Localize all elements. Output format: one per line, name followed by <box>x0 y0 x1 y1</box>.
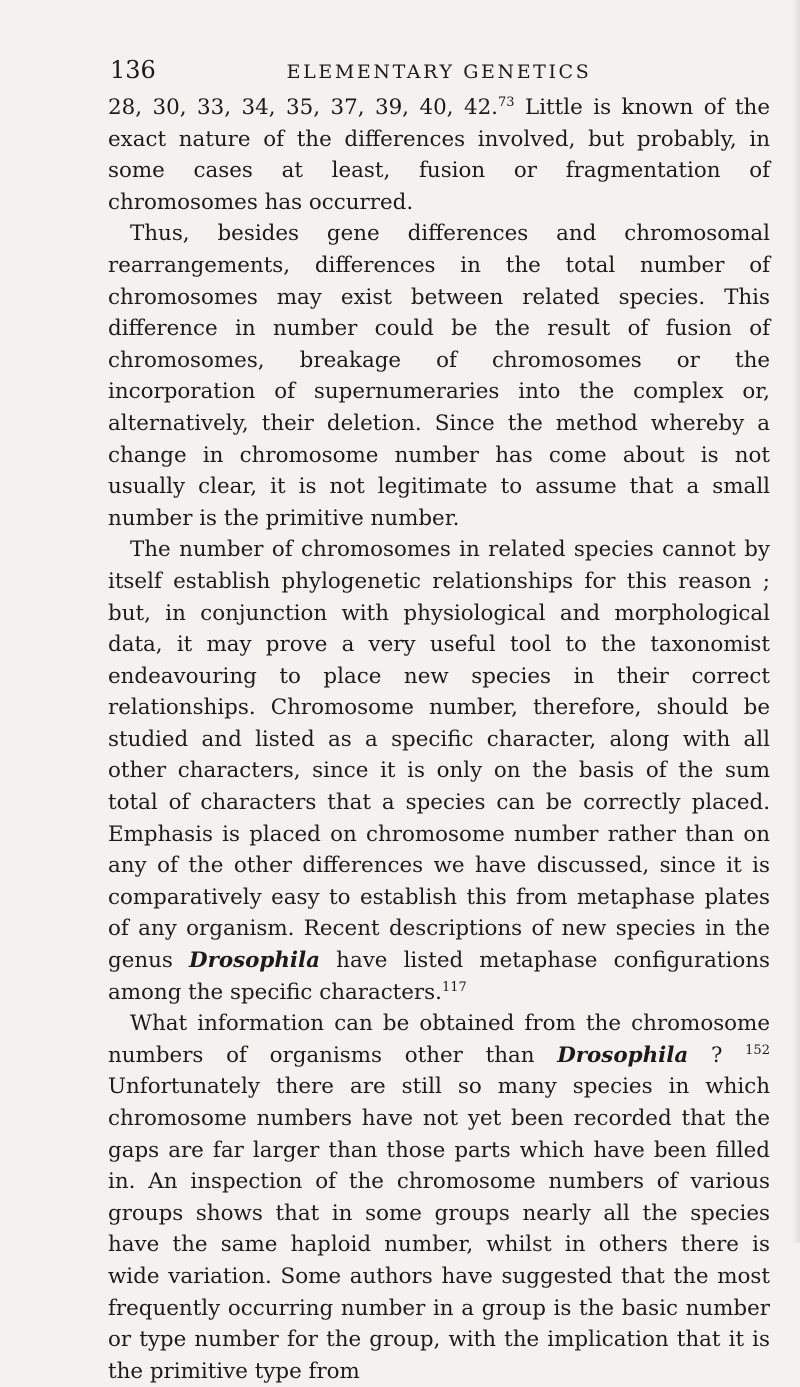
page-number: 136 <box>110 56 156 84</box>
paragraph-4 <box>108 1008 770 1387</box>
body-text <box>108 92 770 1387</box>
reference-152: 152 <box>745 1042 770 1058</box>
paragraph-1-text: 28, 30, 33, 34, 35, 37, 39, 40, 42. <box>108 95 498 120</box>
book-page <box>108 52 770 1387</box>
reference-73: 73 <box>497 95 515 110</box>
page-header <box>108 52 770 92</box>
paragraph-3-text-cont: have listed metaphase configurations among the specific characters. <box>108 948 770 1005</box>
paragraph-3-text: The number of chromosomes in related species cannot by itself establish phylogenetic relationships for this reason ; but, in conjunction with physiological and morphological data, it may prove a very useful tool to the taxonomist endeavouring to place new species in their correct relationships. Chromosome number, therefore, should be studied and listed as a specific character, along with all other characters, since it is only on the basis of the sum total of characters that a species can be correctly placed. Emphasis is placed on chromosome number rather than on any of the other differences we have discussed, since it is comparatively easy to establish this from metaphase plates of any organism. Recent descriptions of new species in the genus <box>108 537 770 974</box>
genus-name: Drosophila <box>189 948 321 974</box>
paragraph-2 <box>108 218 770 534</box>
paragraph-2-text: Thus, besides gene differences and chromosomal rearrangements, differences in the total number of chromosomes may exist between related species. This difference in number could be the result of fusion of chromosomes, breakage of chromosomes or the incorporation of supernumeraries into the complex or, alternatively, their deletion. Since the method whereby a change in chromosome number has come about is not usually clear, it is not legitimate to assume that a small number is the primitive number. <box>108 221 770 531</box>
page-edge-shadow <box>792 0 800 1243</box>
paragraph-1-text-cont: Little is known of the exact nature of the differences involved, but probably, in some cases at least, fusion or fragmentation of chromosomes has occurred. <box>108 95 770 215</box>
paragraph-4-text: What information can be obtained from the chromosome numbers of organisms other than <box>108 1011 770 1068</box>
paragraph-1 <box>108 92 770 218</box>
reference-117: 117 <box>441 979 467 995</box>
genus-name: Drosophila <box>557 1042 689 1068</box>
paragraph-4-text-cont: Unfortunately there are still so many species in which chromosome numbers have not yet been recorded that the gaps are far larger than those parts which have been filled in. An inspection of the chromosome numbers of various groups shows that in some groups nearly all the species have the same haploid number, whilst in others there is wide variation. Some authors have suggested that the most frequently occurring number in a group is the basic number or type number for the group, with the implication that it is the primitive type from <box>108 1074 770 1384</box>
paragraph-4-question: ? <box>688 1042 746 1068</box>
paragraph-3 <box>108 534 770 1008</box>
running-head: ELEMENTARY GENETICS <box>286 61 592 83</box>
